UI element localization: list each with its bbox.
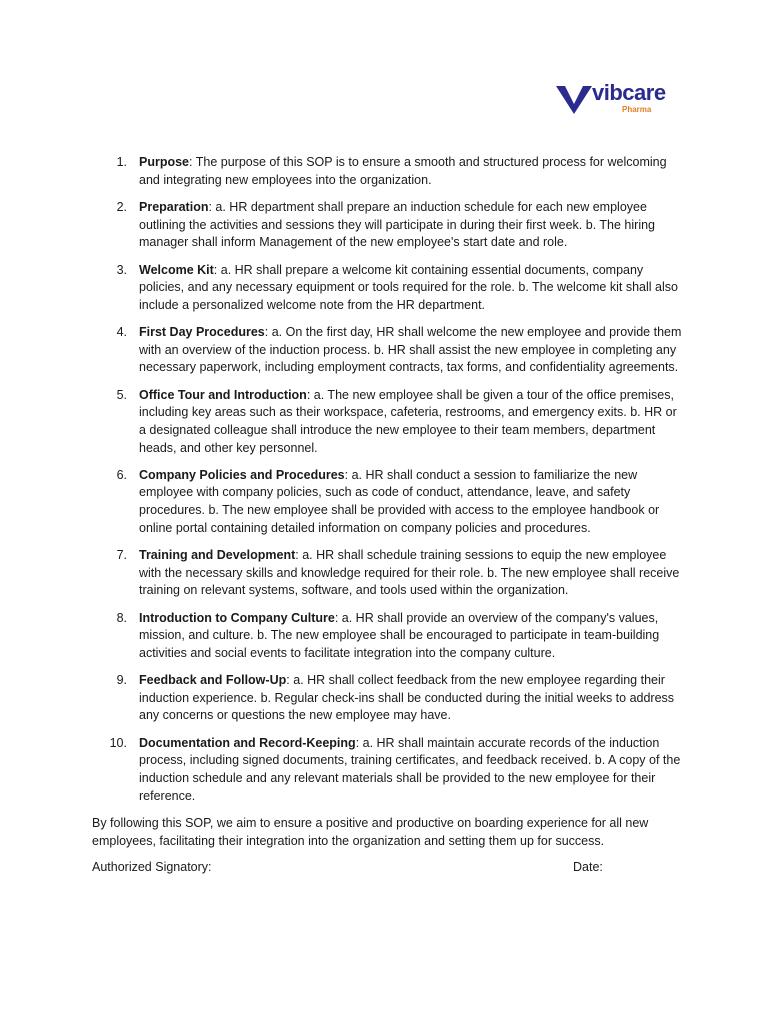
item-title: Training and Development xyxy=(139,548,296,563)
item-title: Preparation xyxy=(139,199,209,214)
item-title: Purpose xyxy=(139,155,190,169)
list-item xyxy=(92,199,682,252)
signature-line xyxy=(92,859,682,877)
item-number: 9. xyxy=(116,673,127,688)
item-title: Introduction to Company Culture xyxy=(139,610,335,625)
date-label: Date: xyxy=(573,860,603,875)
item-number: 1. xyxy=(116,155,127,169)
list-item xyxy=(92,154,682,189)
item-number: 7. xyxy=(116,548,127,563)
item-text: : a. HR shall schedule training sessions to equip the new employee with the necessary skills and knowledge required for their role. b. The new employee shall receive training on relevant systems, software, and tools used within the organization. xyxy=(139,548,680,598)
item-number: 2. xyxy=(116,199,127,214)
item-text: : a. HR shall provide an overview of the company's values, mission, and culture. b. The new employee shall be encouraged to participate in team-building activities and social events to facilitate integration into the company culture. xyxy=(139,610,660,660)
list-item xyxy=(92,610,682,663)
item-number: 5. xyxy=(116,387,127,402)
item-title: Feedback and Follow-Up xyxy=(139,673,287,688)
signatory-label: Authorized Signatory: xyxy=(92,860,212,875)
list-item xyxy=(92,262,682,315)
item-text: : a. The new employee shall be given a tour of the office premises, including key areas such as their workspace, cafeteria, restrooms, and emergency exits. b. HR or a designated colleague shall introduce the new employee to their team members, department heads, and other key personnel. xyxy=(139,387,677,455)
item-title: Documentation and Record-Keeping xyxy=(139,735,356,750)
item-text: : a. HR shall prepare a welcome kit containing essential documents, company policies, and any necessary equipment or tools required for the role. b. The welcome kit shall also include a personalized welcome note from the HR department. xyxy=(139,262,678,312)
item-text: : The purpose of this SOP is to ensure a smooth and structured process for welcoming and integrating new employees into the organization. xyxy=(139,155,667,187)
list-item xyxy=(92,387,682,457)
item-title: Welcome Kit xyxy=(139,262,214,277)
company-logo xyxy=(552,78,678,118)
logo-wordmark: vibcare xyxy=(592,80,666,105)
list-item xyxy=(92,547,682,600)
item-text: : a. HR department shall prepare an induction schedule for each new employee outlining the activities and sessions they will participate in during their first week. b. The hiring manager shall inform Management of the new employee's start date and role. xyxy=(139,199,656,250)
list-item xyxy=(92,672,682,725)
list-item xyxy=(92,324,682,377)
item-number: 10. xyxy=(109,735,127,750)
item-title: Company Policies and Procedures xyxy=(139,467,345,482)
closing-paragraph: By following this SOP, we aim to ensure a positive and productive on boarding experience for all new employees, facilitating their integration into the organization and setting them up for success. xyxy=(92,815,649,848)
sop-list xyxy=(92,154,682,805)
document-body xyxy=(92,154,682,877)
item-text: : a. HR shall maintain accurate records of the induction process, including signed documents, training certificates, and feedback received. b. A copy of the induction schedule and any relevant materials shall be provided to the new employee for their reference. xyxy=(139,735,681,803)
item-number: 8. xyxy=(116,610,127,625)
item-number: 4. xyxy=(116,325,127,340)
item-number: 6. xyxy=(116,467,127,482)
item-text: : a. HR shall collect feedback from the new employee regarding their induction experience. b. Regular check-ins shall be conducted during the initial weeks to address any concerns or questions the new employee may have. xyxy=(139,673,675,723)
logo-tagline: Pharma xyxy=(622,105,652,114)
item-title: First Day Procedures xyxy=(139,325,265,340)
item-title: Office Tour and Introduction xyxy=(139,387,307,402)
item-text: : a. On the first day, HR shall welcome the new employee and provide them with an overview of the induction process. b. HR shall assist the new employee in completing any necessary paperwork, including employment contracts, tax forms, and confidentiality agreements. xyxy=(139,325,682,375)
vibcare-logo-icon xyxy=(556,84,592,114)
list-item xyxy=(92,467,682,537)
list-item xyxy=(92,735,682,805)
item-text: : a. HR shall conduct a session to familiarize the new employee with company policies, such as code of conduct, attendance, leave, and safety procedures. b. The new employee shall be provided with access to the employee handbook or online portal containing detailed information on company policies and procedures. xyxy=(139,467,660,535)
item-number: 3. xyxy=(116,262,127,277)
